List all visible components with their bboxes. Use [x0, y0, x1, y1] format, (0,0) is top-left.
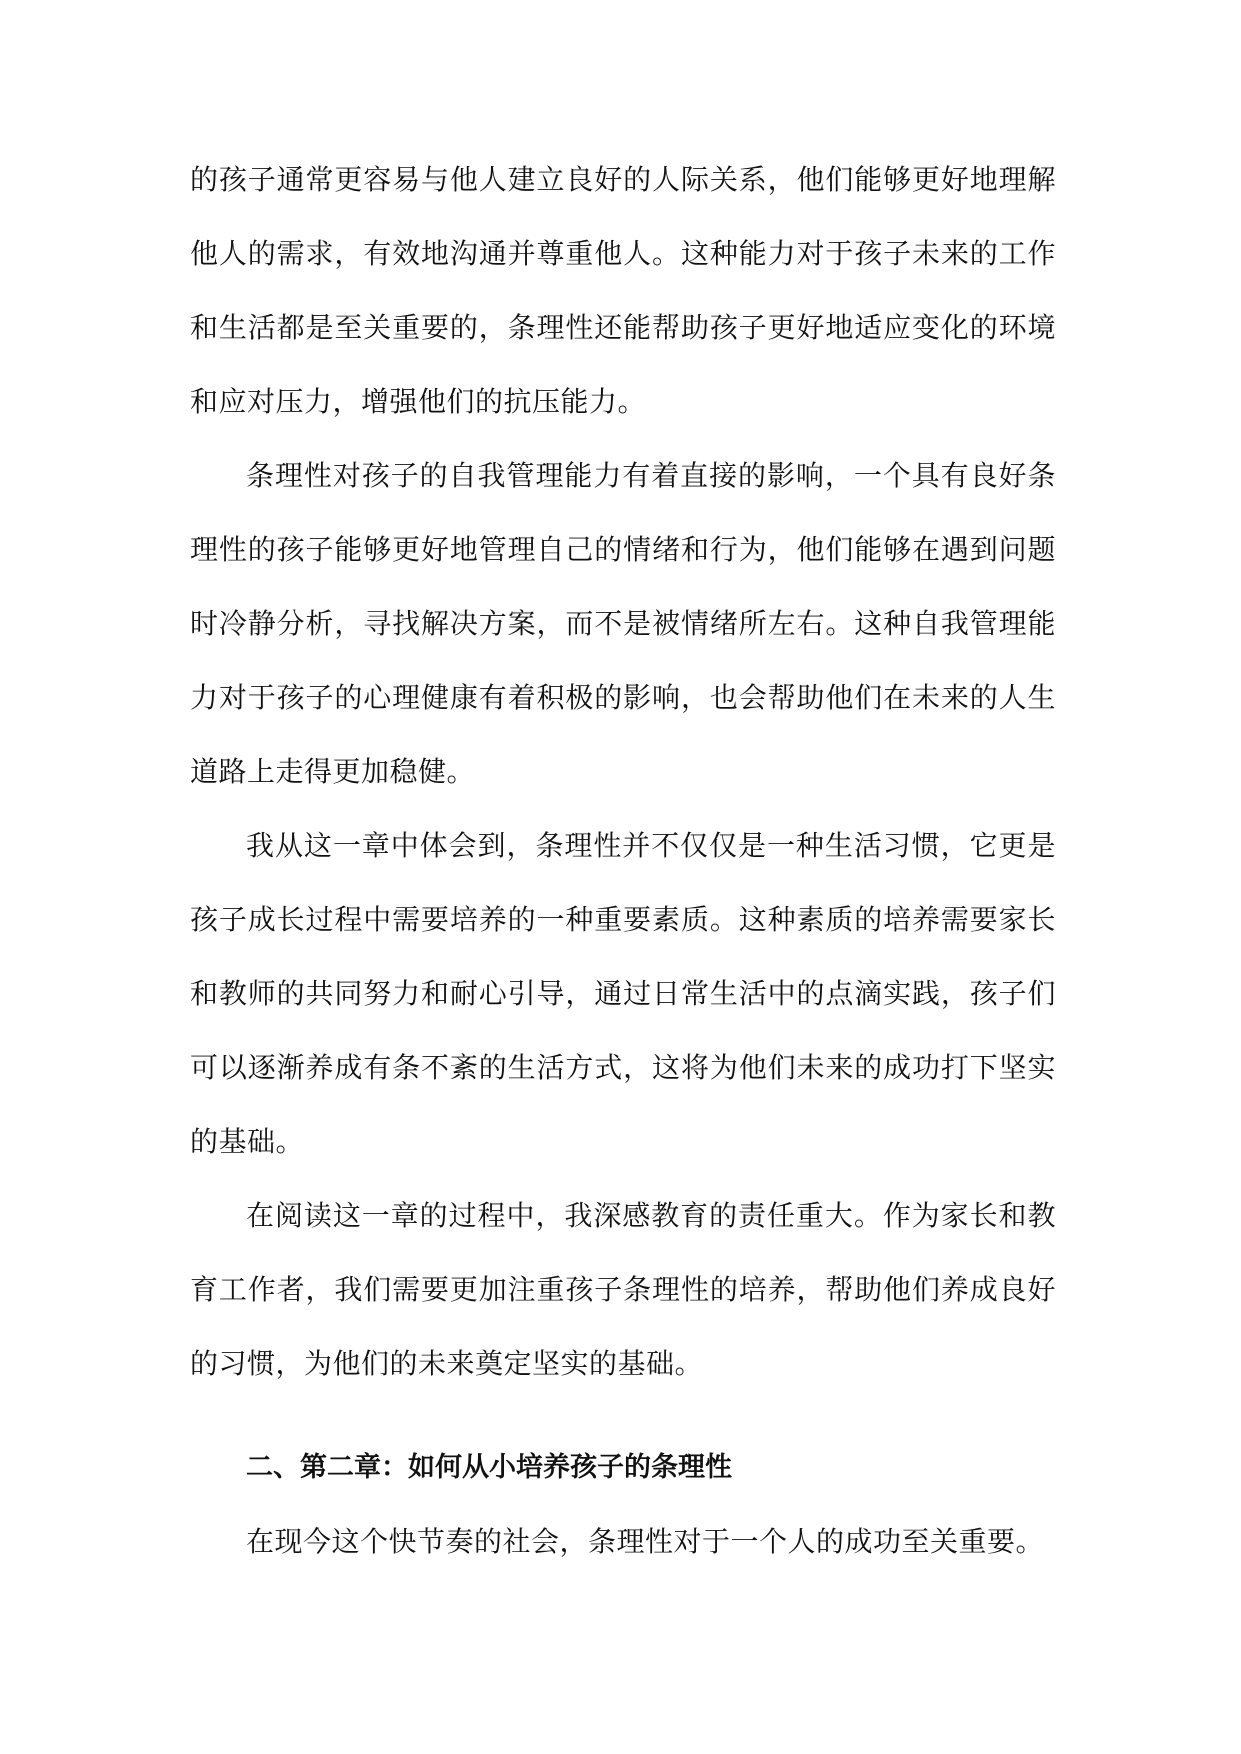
paragraph: 在阅读这一章的过程中，我深感教育的责任重大。作为家长和教育工作者，我们需要更加注重孩子条理性的培养，帮助他们养成良好的习惯，为他们的未来奠定坚实的基础。: [190, 1199, 1056, 1380]
document-body: [190, 143, 1056, 1579]
paragraph: 条理性对孩子的自我管理能力有着直接的影响，一个具有良好条理性的孩子能够更好地管理自己的情绪和行为，他们能够在遇到问题时冷静分析，寻找解决方案，而不是被情绪所左右。这种自我管理能力对于孩子的心理健康有着积极的影响，也会帮助他们在未来的人生道路上走得更加稳健。: [190, 459, 1056, 788]
paragraph-final: 在现今这个快节奏的社会，条理性对于一个人的成功至关重要。: [246, 1525, 1045, 1558]
paragraph-continued: 的孩子通常更容易与他人建立良好的人际关系，他们能够更好地理解他人的需求，有效地沟通并尊重他人。这种能力对于孩子未来的工作和生活都是至关重要的，条理性还能帮助孩子更好地适应变化的环境和应对压力，增强他们的抗压能力。: [190, 163, 1056, 418]
section-heading: 二、第二章：如何从小培养孩子的条理性: [246, 1452, 732, 1483]
paragraph: 我从这一章中体会到，条理性并不仅仅是一种生活习惯，它更是孩子成长过程中需要培养的一种重要素质。这种素质的培养需要家长和教师的共同努力和耐心引导，通过日常生活中的点滴实践，孩子们可以逐渐养成有条不紊的生活方式，这将为他们未来的成功打下坚实的基础。: [190, 829, 1056, 1158]
